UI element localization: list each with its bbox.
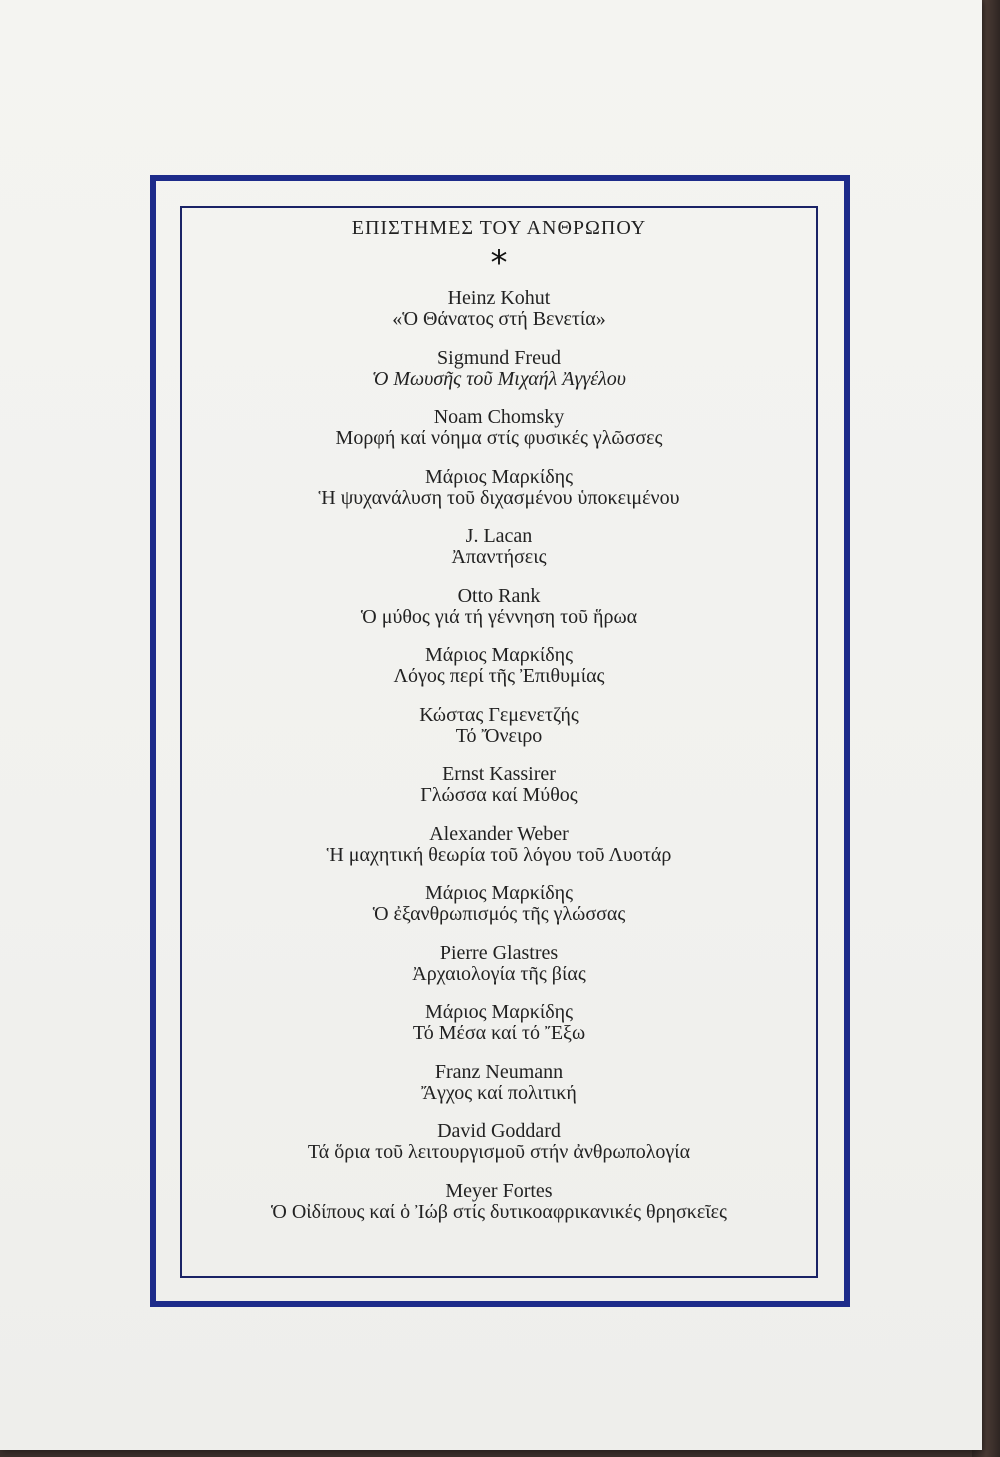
list-item bbox=[182, 824, 816, 866]
entry-title: Γλώσσα καί Μύθος bbox=[420, 784, 578, 806]
entry-author: Κώστας Γεμενετζής bbox=[419, 703, 579, 726]
entry-title: Ἄγχος καί πολιτική bbox=[421, 1081, 577, 1104]
list-item bbox=[182, 348, 816, 390]
entry-author: Sigmund Freud bbox=[437, 346, 561, 369]
entry-author: Μάριος Μαρκίδης bbox=[424, 882, 574, 904]
entry-author: Meyer Fortes bbox=[445, 1179, 553, 1202]
list-item bbox=[182, 883, 816, 925]
entry-title: Ὁ Οἰδίπους καί ὁ Ἰώβ στίς δυτικοαφρικανικές θρησκεῖες bbox=[271, 1200, 727, 1223]
list-item bbox=[182, 1062, 816, 1104]
list-item bbox=[182, 407, 816, 449]
entry-title: Λόγος περί τῆς Ἐπιθυμίας bbox=[393, 665, 605, 687]
entry-author: Otto Rank bbox=[457, 584, 541, 607]
entry-title: «Ὁ Θάνατος στή Βενετία» bbox=[392, 308, 606, 330]
entry-author: Ernst Kassirer bbox=[442, 763, 556, 785]
entries-list bbox=[182, 288, 816, 1223]
entry-title: Τό Ὄνειρο bbox=[455, 724, 543, 747]
entry-author: Alexander Weber bbox=[429, 822, 569, 845]
list-item bbox=[182, 526, 816, 568]
entry-title: Ὁ ἐξανθρωπισμός τῆς γλώσσας bbox=[372, 903, 626, 925]
list-item bbox=[182, 1121, 816, 1163]
list-item bbox=[182, 1002, 816, 1044]
entry-title: Ὁ μύθος γιά τή γέννηση τοῦ ἥρωα bbox=[360, 605, 638, 628]
entry-title: Ἡ ψυχανάλυση τοῦ διχασμένου ὑποκειμένου bbox=[318, 486, 680, 509]
entry-title: Ἡ μαχητική θεωρία τοῦ λόγου τοῦ Λυοτάρ bbox=[326, 843, 672, 866]
entry-author: Pierre Glastres bbox=[439, 941, 559, 964]
entry-title: Τά ὅρια τοῦ λειτουργισμοῦ στήν ἀνθρωπολογία bbox=[307, 1141, 691, 1163]
entry-author: Μάριος Μαρκίδης bbox=[424, 1001, 574, 1023]
list-item bbox=[182, 943, 816, 985]
entry-author: David Goddard bbox=[437, 1120, 561, 1142]
list-item bbox=[182, 705, 816, 747]
list-item bbox=[182, 586, 816, 628]
list-item bbox=[182, 645, 816, 687]
series-list bbox=[182, 212, 816, 1240]
entry-author: Μάριος Μαρκίδης bbox=[424, 644, 574, 666]
entry-title: Ἀπαντήσεις bbox=[451, 546, 547, 568]
entry-author: Franz Neumann bbox=[434, 1060, 564, 1083]
entry-title: Τό Μέσα καί τό Ἔξω bbox=[412, 1022, 586, 1044]
series-title: ΕΠΙΣΤΗΜΕΣ ΤΟΥ ΑΝΘΡΩΠΟΥ bbox=[351, 217, 647, 239]
list-item bbox=[182, 288, 816, 330]
list-item bbox=[182, 1181, 816, 1223]
entry-title: Μορφή καί νόημα στίς φυσικές γλῶσσες bbox=[335, 427, 663, 449]
entry-author: Heinz Kohut bbox=[447, 287, 551, 309]
entry-title: Ὁ Μωυσῆς τοῦ Μιχαήλ Ἀγγέλου bbox=[372, 367, 626, 390]
list-item bbox=[182, 764, 816, 806]
entry-title: Ἀρχαιολογία τῆς βίας bbox=[412, 962, 586, 985]
list-item bbox=[182, 467, 816, 509]
entry-author: Μάριος Μαρκίδης bbox=[424, 465, 574, 488]
entry-author: Noam Chomsky bbox=[433, 406, 565, 428]
asterisk-separator-icon: * bbox=[490, 243, 508, 283]
entry-author: J. Lacan bbox=[465, 525, 533, 547]
